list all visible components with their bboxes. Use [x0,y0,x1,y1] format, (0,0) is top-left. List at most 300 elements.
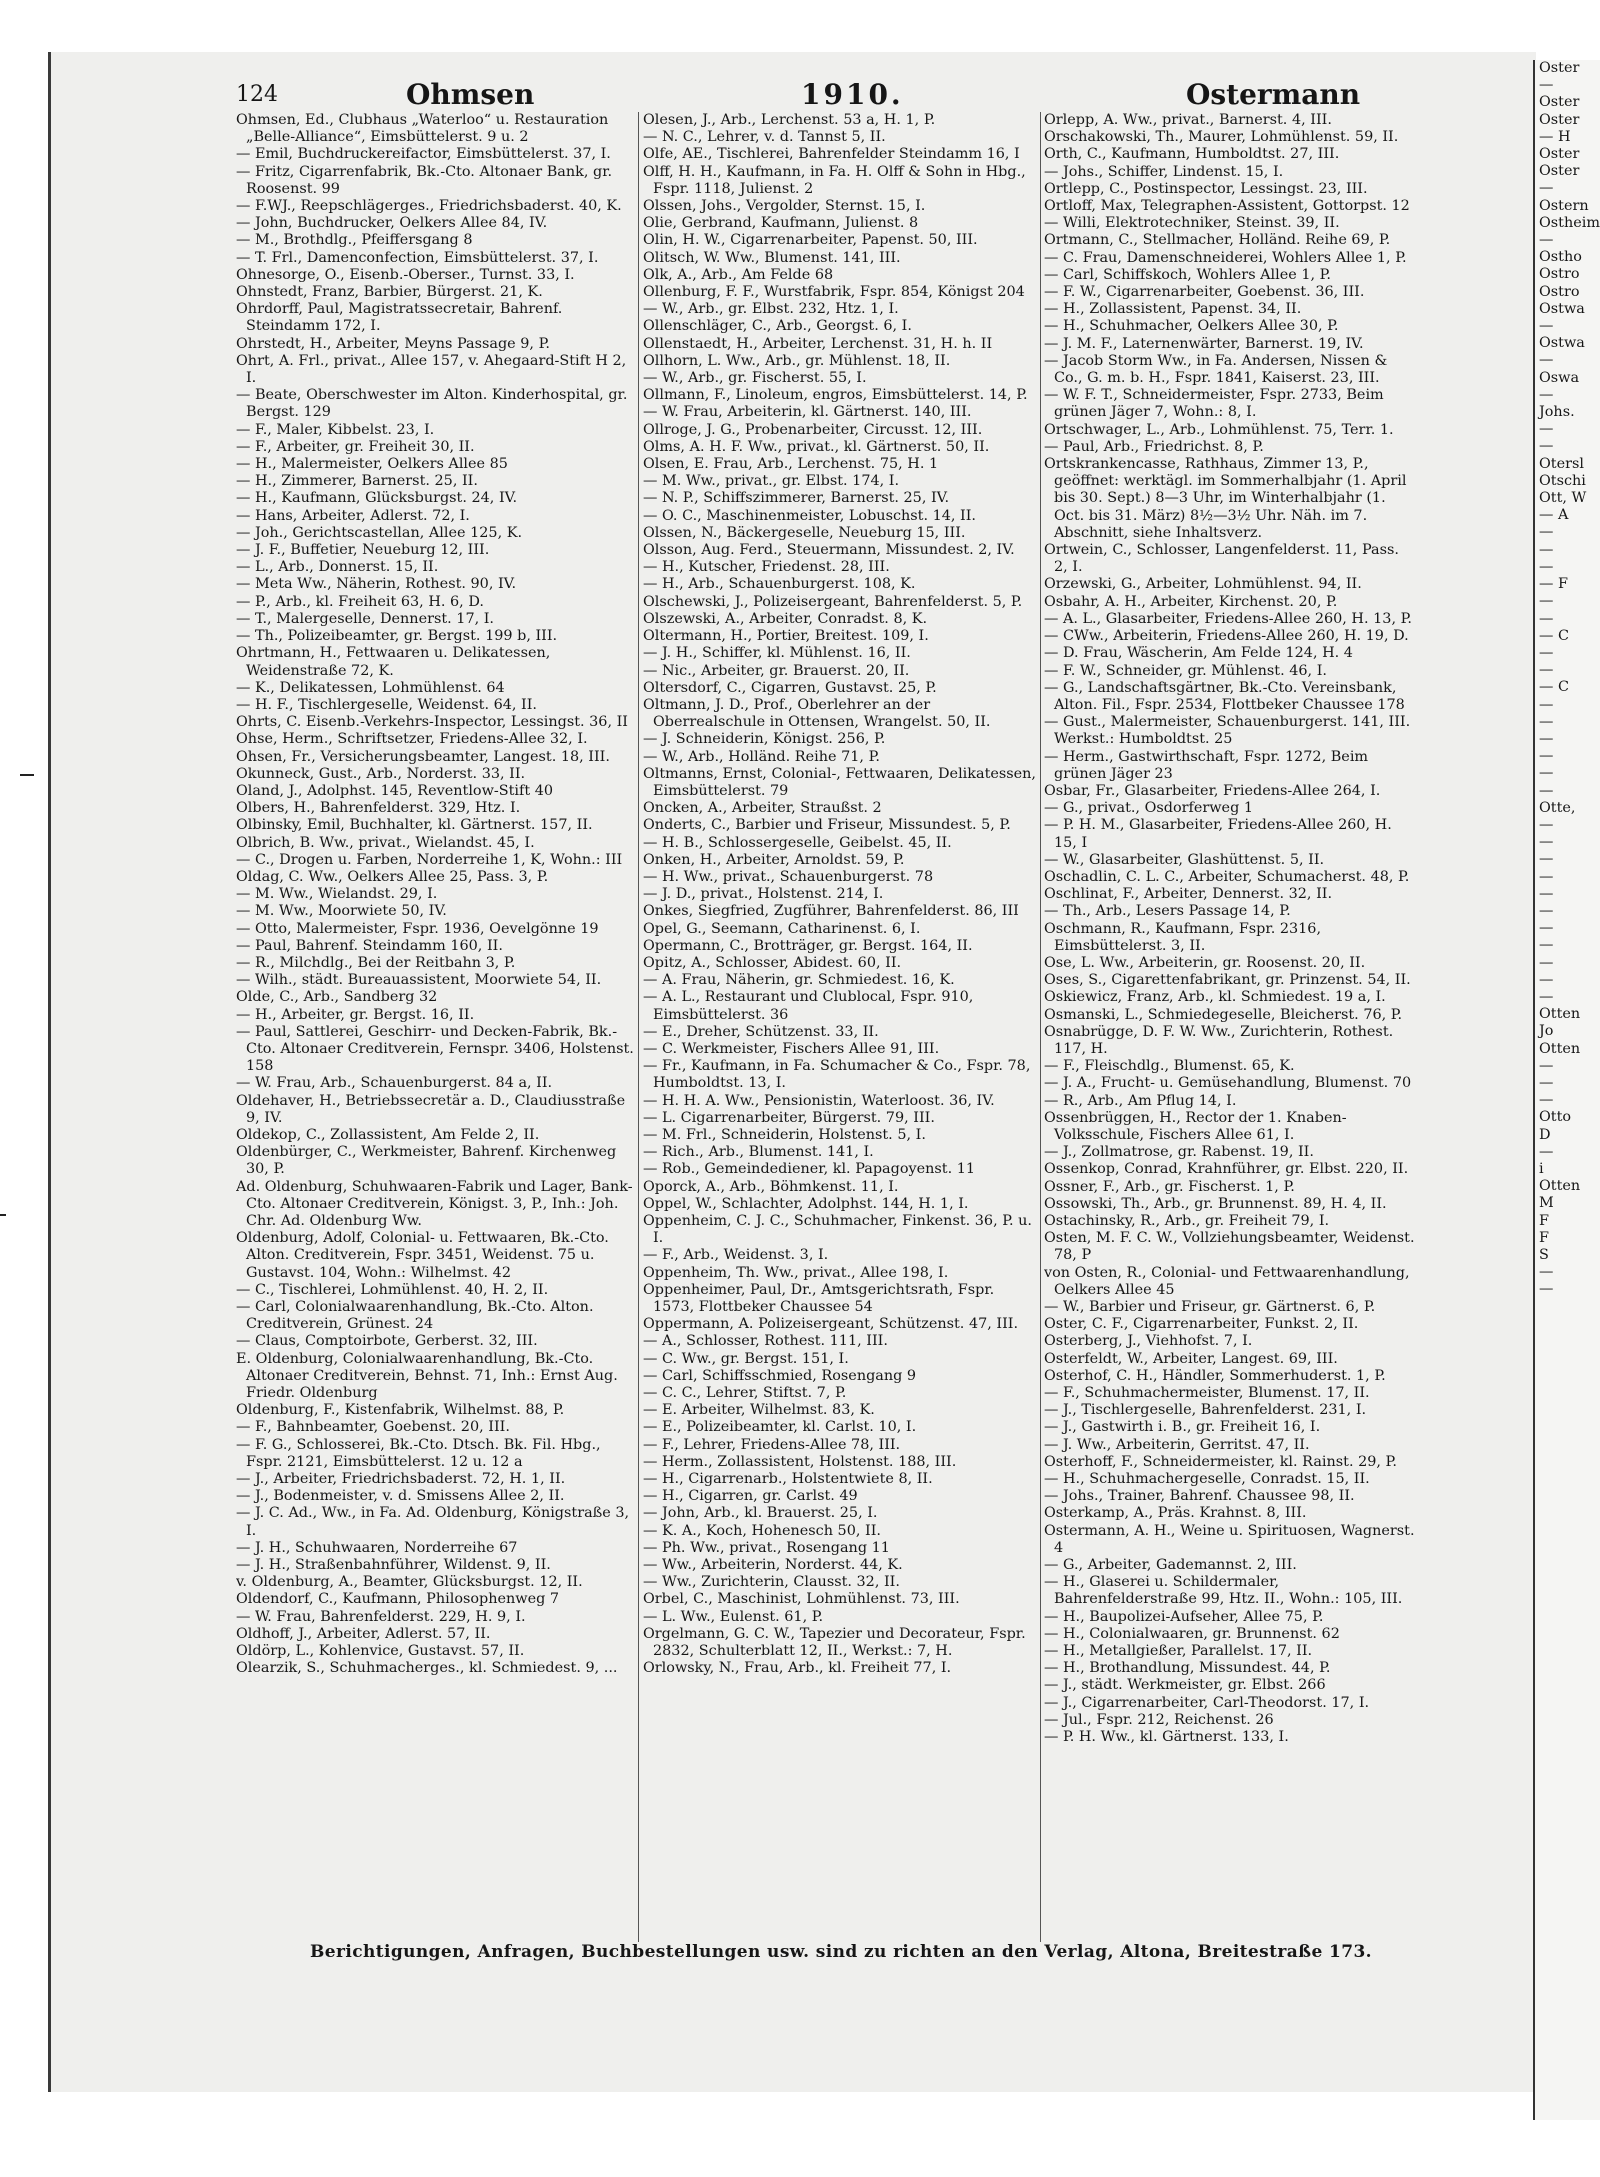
directory-entry: Oporck, A., Arb., Böhmkenst. 11, I. [643,1178,899,1195]
header-year: 1910. [801,78,904,111]
directory-entry: Olssen, Johs., Vergolder, Sternst. 15, I. [643,198,926,215]
adjacent-page-fragment: — [1539,438,1554,455]
directory-entry: Ossowski, Th., Arb., gr. Brunnenst. 89, H. 4, II. [1044,1195,1387,1212]
directory-entry: — Carl, Schiffsschmied, Rosengang 9 [643,1367,917,1384]
directory-entry: Orzewski, G., Arbeiter, Lohmühlenst. 94, II. [1044,576,1362,593]
directory-entry: — G., privat., Osdorferweg 1 [1044,800,1254,817]
adjacent-page-fragment: Ostho [1539,249,1582,266]
directory-entry: Olearzik, S., Schuhmacherges., kl. Schmiedest. 9, ... [236,1660,618,1677]
directory-entry: — P. H. M., Glasarbeiter, Friedens-Allee 260, H. 15, I [1044,817,1392,851]
directory-entry: Ostermann, A. H., Weine u. Spirituosen, Wagnerst. 4 [1044,1522,1415,1556]
directory-entry: Oschmann, R., Kaufmann, Fspr. 2316, Eimsbüttelerst. 3, II. [1044,920,1322,954]
directory-entry: Onken, H., Arbeiter, Arnoldst. 59, P. [643,851,905,868]
adjacent-page-fragment: Ostro [1539,283,1580,300]
directory-entry: — CWw., Arbeiterin, Friedens-Allee 260, H. 19, D. [1044,628,1409,645]
adjacent-page-fragment: — [1539,868,1554,885]
directory-entry: — F., Lehrer, Friedens-Allee 78, III. [643,1436,901,1453]
directory-entry: — H., Kaufmann, Glücksburgst. 24, IV. [236,490,518,507]
adjacent-page-fragment: — C [1539,679,1569,696]
adjacent-page-fragment: F [1539,1212,1549,1229]
adjacent-page-fragment: — H [1539,128,1571,145]
directory-entry: — H., Zollassistent, Papenst. 34, II. [1044,301,1302,318]
directory-entry: — Hans, Arbeiter, Adlerst. 72, I. [236,507,470,524]
directory-entry: — Otto, Malermeister, Fspr. 1936, Oevelgönne 19 [236,920,599,937]
directory-entry: — F. W., Cigarrenarbeiter, Goebenst. 36, III. [1044,284,1365,301]
directory-entry: — M. Ww., privat., gr. Elbst. 174, I. [643,473,900,490]
directory-entry: — H., Kutscher, Friedenst. 28, III. [643,559,890,576]
directory-entry: — G., Arbeiter, Gademannst. 2, III. [1044,1557,1297,1574]
directory-entry: — R., Arb., Am Pflug 14, I. [1044,1092,1237,1109]
directory-entry: Okunneck, Gust., Arb., Norderst. 33, II. [236,765,526,782]
directory-entry: Ohse, Herm., Schriftsetzer, Friedens-Allee 32, I. [236,731,588,748]
directory-entry: von Osten, R., Colonial- und Fettwaarenhandlung, Oelkers Allee 45 [1044,1264,1410,1298]
adjacent-page-fragment: Jo [1539,1023,1554,1040]
directory-entry: — F. W., Schneider, gr. Mühlenst. 46, I. [1044,662,1327,679]
directory-entry: v. Oldenburg, A., Beamter, Glücksburgst. 12, II. [236,1574,583,1591]
directory-entry: Ollroge, J. G., Probenarbeiter, Circusst. 12, III. [643,421,983,438]
directory-entry: Olfe, AE., Tischlerei, Bahrenfelder Steindamm 16, I [643,146,1020,163]
column-divider [638,112,639,1942]
directory-entry: — M. Ww., Wielandst. 29, I. [236,886,438,903]
adjacent-page-fragment: Oswa [1539,369,1580,386]
adjacent-page-fragment: — [1539,730,1554,747]
adjacent-page-fragment: — [1539,765,1554,782]
directory-entry: — H., Schuhmacher, Oelkers Allee 30, P. [1044,318,1339,335]
directory-entry: Ohnesorge, O., Eisenb.-Oberser., Turnst. 33, I. [236,266,575,283]
directory-entry: — N. P., Schiffszimmerer, Barnerst. 25, IV. [643,490,950,507]
page-header [236,78,1361,116]
adjacent-page-fragment: — [1539,920,1554,937]
directory-entry: Olesen, J., Arb., Lerchenst. 53 a, H. 1, P. [643,112,936,128]
directory-entry: Ortlepp, C., Postinspector, Lessingst. 23, III. [1044,180,1368,197]
directory-entry: Ohsen, Fr., Versicherungsbeamter, Langest. 18, III. [236,748,610,765]
directory-entry: — H., Glaserei u. Schildermaler, Bahrenfelderstraße 99, Htz. II., Wohn.: 105, III. [1044,1574,1403,1608]
directory-entry: Orlowsky, N., Frau, Arb., kl. Freiheit 77, I. [643,1660,952,1677]
directory-entry: — Willi, Elektrotechniker, Steinst. 39, II. [1044,215,1340,232]
adjacent-page-fragment: — [1539,610,1554,627]
directory-entry: Osterkamp, A., Präs. Krahnst. 8, III. [1044,1505,1307,1522]
directory-entry: — Th., Polizeibeamter, gr. Bergst. 199 b, III. [236,628,558,645]
directory-entry: — Jacob Storm Ww., in Fa. Andersen, Nissen & Co., G. m. b. H., Fspr. 1841, Kaiserst. 23, III. [1044,352,1388,387]
directory-entry: Oppenheimer, Paul, Dr., Amtsgerichtsrath, Fspr. 1573, Flottbeker Chaussee 54 [643,1281,995,1316]
directory-entry: Oldhoff, J., Arbeiter, Adlerst. 57, II. [236,1625,491,1642]
directory-entry: Osbahr, A. H., Arbeiter, Kirchenst. 20, P. [1044,593,1338,610]
directory-entry: — M., Brothdlg., Pfeiffersgang 8 [236,232,473,249]
directory-entry: — K. A., Koch, Hohenesch 50, II. [643,1522,881,1539]
directory-entry: — M. Frl., Schneiderin, Holstenst. 5, I. [643,1126,926,1143]
directory-entry: — W. Frau, Arb., Schauenburgerst. 84 a, II. [236,1075,553,1092]
adjacent-page-fragment: Otten [1539,1178,1581,1195]
directory-entry: Osnabrügge, D. F. W. Ww., Zurichterin, Rothest. 117, H. [1044,1023,1394,1057]
directory-entry: — E., Dreher, Schützenst. 33, II. [643,1023,879,1040]
directory-entry: Ollhorn, L. Ww., Arb., gr. Mühlenst. 18, II. [643,352,951,369]
directory-entry: Osterhoff, F., Schneidermeister, kl. Rainst. 29, P. [1044,1453,1397,1470]
directory-entry: — M. Ww., Moorwiete 50, IV. [236,903,447,920]
adjacent-page-fragment: Johs. [1539,404,1575,421]
directory-entry: — J., Gastwirth i. B., gr. Freiheit 16, I. [1044,1419,1321,1436]
directory-entry: Olin, H. W., Cigarrenarbeiter, Papenst. 50, III. [643,232,978,249]
directory-entry: Ortwein, C., Schlosser, Langenfelderst. 11, Pass. 2, I. [1044,542,1399,576]
directory-column-2 [643,112,1038,1942]
directory-entry: Ad. Oldenburg, Schuhwaaren-Fabrik und Lager, Bank-Cto. Altonaer Creditverein, Königst. 3, P., Inh.: Joh. Chr. Ad. Oldenburg Ww. [236,1178,633,1229]
directory-entry: — T., Malergeselle, Dennerst. 17, I. [236,610,495,627]
directory-entry: — A. Frau, Näherin, gr. Schmiedest. 16, K. [643,972,955,989]
directory-entry: Osten, M. F. C. W., Vollziehungsbeamter, Weidenst. 78, P [1044,1230,1415,1264]
adjacent-page-fragment: — [1539,558,1554,575]
adjacent-page-fragment: — [1539,232,1554,249]
directory-entry: Ohrt, A. Frl., privat., Allee 157, v. Ahegaard-Stift H 2, I. [236,352,627,387]
directory-entry: — J., städt. Werkmeister, gr. Elbst. 266 [1044,1677,1326,1694]
directory-entry: — K., Delikatessen, Lohmühlenst. 64 [236,679,505,696]
adjacent-page-fragment: Ostern [1539,197,1589,214]
directory-entry: Oldekop, C., Zollassistent, Am Felde 2, II. [236,1126,540,1143]
directory-entry: Oldehaver, H., Betriebssecretär a. D., Claudiusstraße 9, IV. [236,1092,626,1126]
adjacent-page-fragment: — [1539,644,1554,661]
directory-entry: — Joh., Gerichtscastellan, Allee 125, K. [236,524,523,541]
adjacent-page-fragment: — [1539,318,1554,335]
adjacent-page-fragment: i [1539,1161,1544,1177]
directory-entry: Oldenburg, Adolf, Colonial- u. Fettwaaren, Bk.-Cto. Alton. Creditverein, Fspr. 3451, Weidenst. 75 u. Gustavst. 104, Wohn.: Wilhelmst. 42 [236,1230,609,1281]
directory-entry: — J. M. F., Laternenwärter, Barnerst. 19, IV. [1044,335,1364,352]
directory-entry: Ostachinsky, R., Arb., gr. Freiheit 79, I. [1044,1213,1330,1229]
directory-entry: Olms, A. H. F. Ww., privat., kl. Gärtnerst. 50, II. [643,438,990,455]
directory-entry: Oltermann, H., Portier, Breitest. 109, I. [643,628,929,645]
directory-entry: — F., Arbeiter, gr. Freiheit 30, II. [236,438,475,455]
directory-entry: Oppenheim, C. J. C., Schuhmacher, Finkenst. 36, P. u. I. [643,1213,1032,1247]
directory-entry: — H. Ww., privat., Schauenburgerst. 78 [643,868,934,885]
adjacent-page-fragment: — [1539,1092,1554,1109]
directory-entry: — F., Schuhmachermeister, Blumenst. 17, II. [1044,1385,1370,1402]
directory-entry: — E. Arbeiter, Wilhelmst. 83, K. [643,1402,875,1419]
directory-entry: — Gust., Malermeister, Schauenburgerst. 141, III. Werkst.: Humboldtst. 25 [1044,714,1411,748]
directory-entry: — J. Schneiderin, Königst. 256, P. [643,731,886,748]
directory-entry: Oschadlin, C. L. C., Arbeiter, Schumacherst. 48, P. [1044,868,1410,885]
directory-entry: — J., Bodenmeister, v. d. Smissens Allee 2, II. [236,1488,565,1505]
directory-entry: — F. G., Schlosserei, Bk.-Cto. Dtsch. Bk. Fil. Hbg., Fspr. 2121, Eimsbüttelerst. 12 u. 12 a [236,1436,601,1470]
adjacent-page-fragment: Ott, W [1539,490,1587,507]
directory-entry: Olsson, Aug. Ferd., Steuermann, Missundest. 2, IV. [643,542,1015,559]
directory-entry: — John, Arb., kl. Brauerst. 25, I. [643,1505,878,1522]
directory-entry: — R., Milchdlg., Bei der Reitbahn 3, P. [236,954,516,971]
directory-entry: Oncken, A., Arbeiter, Straußst. 2 [643,800,882,817]
directory-entry: — H., Colonialwaaren, gr. Brunnenst. 62 [1044,1625,1340,1642]
directory-entry: Onderts, C., Barbier und Friseur, Missundest. 5, P. [643,817,1011,834]
adjacent-page-fragment: Oster [1539,146,1580,163]
directory-entry: — W., Barbier und Friseur, gr. Gärtnerst. 6, P. [1044,1299,1376,1316]
directory-entry: Oschlinat, F., Arbeiter, Dennerst. 32, II. [1044,886,1333,903]
margin-mark [20,774,34,776]
adjacent-page-fragment: Ostheim [1539,214,1600,231]
directory-entry: — Meta Ww., Näherin, Rothest. 90, IV. [236,576,517,593]
directory-entry: Oskiewicz, Franz, Arb., kl. Schmiedest. 19 a, I. [1044,989,1386,1006]
directory-entry: — Th., Arb., Lesers Passage 14, P. [1044,903,1291,920]
directory-entry: — Johs., Schiffer, Lindenst. 15, I. [1044,163,1284,180]
directory-entry: Oldenburg, F., Kistenfabrik, Wilhelmst. 88, P. [236,1402,565,1419]
left-margin [0,0,48,2177]
directory-entry: Olbinsky, Emil, Buchhalter, kl. Gärtnerst. 157, II. [236,817,593,834]
adjacent-page-fragment: Otten [1539,1006,1581,1023]
directory-entry: Ortskrankencasse, Rathhaus, Zimmer 13, P., geöffnet: werktägl. im Sommerhalbjahr (1. April bis 30. Sept.) 8—3 Uhr, im Winterhalbjahr (1. Oct. bis 31. März) 8½—3½ Uhr. Näh. im 7. Abschnitt, siehe Inhaltsverz. [1044,456,1407,541]
directory-entry: — Ww., Zurichterin, Clausst. 32, II. [643,1574,900,1591]
adjacent-page-fragment: — [1539,748,1554,765]
directory-entry: Oldag, C. Ww., Oelkers Allee 25, Pass. 3, P. [236,868,549,885]
adjacent-page-fragment: — [1539,1264,1554,1281]
directory-entry: — W., Glasarbeiter, Glashüttenst. 5, II. [1044,851,1325,868]
directory-entry: — Claus, Comptoirbote, Gerberst. 32, III. [236,1333,538,1350]
adjacent-page-fragment: — [1539,1281,1554,1298]
directory-entry: — Emil, Buchdruckereifactor, Eimsbüttelerst. 37, I. [236,146,611,163]
directory-entry: Oltersdorf, C., Cigarren, Gustavst. 25, P. [643,679,937,696]
margin-mark [0,1214,6,1216]
directory-entry: — F.WJ., Reepschlägerges., Friedrichsbaderst. 40, K. [236,198,622,215]
adjacent-page-fragment: — [1539,421,1554,438]
directory-entry: — C., Drogen u. Farben, Norderreihe 1, K, Wohn.: III [236,851,623,868]
adjacent-page-fragment: — [1539,386,1554,403]
directory-entry: Ose, L. Ww., Arbeiterin, gr. Roosenst. 20, II. [1044,954,1366,971]
directory-entry: Olitsch, W. Ww., Blumenst. 141, III. [643,249,901,266]
directory-entry: — J. H., Schiffer, kl. Mühlenst. 16, II. [643,645,911,662]
directory-entry: Ollmann, F., Linoleum, engros, Eimsbüttelerst. 14, P. [643,387,1028,404]
directory-entry: — D. Frau, Wäscherin, Am Felde 124, H. 4 [1044,645,1353,662]
directory-entry: Oldörp, L., Kohlenvice, Gustavst. 57, II. [236,1643,525,1660]
directory-entry: — A. L., Glasarbeiter, Friedens-Allee 260, H. 13, P. [1044,610,1412,627]
adjacent-page-fragment: S [1539,1247,1549,1264]
directory-entry: — H., Arb., Schauenburgerst. 108, K. [643,576,916,593]
directory-entry: Osbar, Fr., Glasarbeiter, Friedens-Allee 264, I. [1044,782,1381,799]
directory-entry: Olbers, H., Bahrenfelderst. 329, Htz. I. [236,800,521,817]
adjacent-page-fragment: — [1539,593,1554,610]
directory-entry: — W. Frau, Bahrenfelderst. 229, H. 9, I. [236,1608,526,1625]
directory-entry: Opitz, A., Schlosser, Abidest. 60, II. [643,954,902,971]
directory-entry: — Carl, Colonialwaarenhandlung, Bk.-Cto. Alton. Creditverein, Grünest. 24 [236,1299,594,1333]
directory-entry: Ortloff, Max, Telegraphen-Assistent, Gottorpst. 12 [1044,198,1410,215]
directory-entry: Olsen, E. Frau, Arb., Lerchenst. 75, H. 1 [643,456,939,473]
directory-entry: Oppermann, A. Polizeisergeant, Schützenst. 47, III. [643,1316,1019,1333]
directory-entry: Ollenschläger, C., Arb., Georgst. 6, I. [643,318,912,335]
directory-entry: — J., Tischlergeselle, Bahrenfelderst. 231, I. [1044,1402,1367,1419]
adjacent-page-fragment: Ostwa [1539,300,1585,317]
adjacent-page-fragment: D [1539,1126,1551,1143]
directory-entry: — Rob., Gemeindediener, kl. Papagoyenst. 11 [643,1161,976,1178]
directory-entry: — H. B., Schlossergeselle, Geibelst. 45, II. [643,834,952,851]
directory-entry: — O. C., Maschinenmeister, Lobuschst. 14, II. [643,507,976,524]
adjacent-page-fragment: — [1539,816,1554,833]
directory-entry: — H., Baupolizei-Aufseher, Allee 75, P. [1044,1608,1324,1625]
directory-entry: Orschakowski, Th., Maurer, Lohmühlenst. 59, II. [1044,129,1399,146]
directory-entry: — C., Tischlerei, Lohmühlenst. 40, H. 2, II. [236,1281,549,1298]
directory-entry: — J. H., Straßenbahnführer, Wildenst. 9, II. [236,1557,551,1574]
directory-entry: — W. Frau, Arbeiterin, kl. Gärtnerst. 140, III. [643,404,972,421]
adjacent-page-fragment: — [1539,1057,1554,1074]
adjacent-page-fragment: — [1539,782,1554,799]
directory-entry: — J. F., Buffetier, Neueburg 12, III. [236,542,490,559]
directory-entry: Orbel, C., Maschinist, Lohmühlenst. 73, III. [643,1591,960,1608]
directory-entry: Oldenbürger, C., Werkmeister, Bahrenf. Kirchenweg 30, P. [236,1144,617,1178]
adjacent-page-fragment: — [1539,954,1554,971]
directory-entry: — P., Arb., kl. Freiheit 63, H. 6, D. [236,593,484,610]
directory-entry: Oland, J., Adolphst. 145, Reventlow-Stift 40 [236,782,554,799]
directory-entry: — W., Arb., gr. Fischerst. 55, I. [643,370,867,387]
directory-entry: — F., Bahnbeamter, Goebenst. 20, III. [236,1419,510,1436]
directory-entry: — C. C., Lehrer, Stiftst. 7, P. [643,1385,847,1402]
directory-entry: Ollenburg, F. F., Wurstfabrik, Fspr. 854, Königst 204 [643,284,1025,301]
directory-entry: — C. Frau, Damenschneiderei, Wohlers Allee 1, P. [1044,249,1407,266]
directory-entry: — Paul, Bahrenf. Steindamm 160, II. [236,937,503,954]
directory-entry: — Wilh., städt. Bureauassistent, Moorwiete 54, II. [236,972,602,989]
directory-column-3 [1044,112,1416,1942]
adjacent-page-fragment: — [1539,937,1554,954]
directory-entry: — F., Arb., Weidenst. 3, I. [643,1247,829,1264]
directory-entry: — H., Zimmerer, Barnerst. 25, II. [236,473,478,490]
directory-entry: Ohmsen, Ed., Clubhaus „Waterloo“ u. Restauration „Belle-Alliance“, Eimsbüttelerst. 9 u. 2 [236,112,609,146]
directory-entry: Orgelmann, G. C. W., Tapezier und Decorateur, Fspr. 2832, Schulterblatt 12, II., Werkst.: 7, H. [643,1625,1026,1660]
directory-entry: — H. H. A. Ww., Pensionistin, Waterloost. 36, IV. [643,1092,995,1109]
directory-entry: — J., Zollmatrose, gr. Rabenst. 19, II. [1044,1144,1314,1161]
adjacent-page-fragment: — [1539,988,1554,1005]
directory-entry: Olbrich, B. Ww., privat., Wielandst. 45, I. [236,834,535,851]
adjacent-page-fragment: — [1539,885,1554,902]
directory-entry: — Paul, Arb., Friedrichst. 8, P. [1044,438,1264,455]
directory-entry: Ossenbrüggen, H., Rector der 1. Knaben-Volksschule, Fischers Allee 61, I. [1044,1109,1347,1143]
directory-entry: — E., Polizeibeamter, kl. Carlst. 10, I. [643,1419,917,1436]
directory-entry: Osterberg, J., Viehhofst. 7, I. [1044,1333,1253,1350]
directory-entry: — J. D., privat., Holstenst. 214, I. [643,886,884,903]
adjacent-page-strip [1533,60,1600,2120]
directory-entry: Opel, G., Seemann, Catharinenst. 6, I. [643,920,921,937]
directory-entry: — John, Buchdrucker, Oelkers Allee 84, IV. [236,215,548,232]
directory-entry: Ohrdorff, Paul, Magistratssecretair, Bahrenf. Steindamm 172, I. [236,301,563,335]
adjacent-page-fragment: Ostwa [1539,335,1585,352]
adjacent-page-fragment: — [1539,352,1554,369]
adjacent-page-fragment: — [1539,902,1554,919]
adjacent-page-fragment: — [1539,696,1554,713]
adjacent-page-fragment: Otersl [1539,455,1584,472]
directory-entry: — W., Arb., Holländ. Reihe 71, P. [643,748,880,765]
directory-entry: — W. F. T., Schneidermeister, Fspr. 2733, Beim grünen Jäger 7, Wohn.: 8, I. [1044,387,1384,421]
adjacent-page-fragment: — [1539,851,1554,868]
directory-entry: — H., Cigarren, gr. Carlst. 49 [643,1488,858,1505]
adjacent-page-fragment: Oster [1539,94,1580,111]
directory-entry: — P. H. Ww., kl. Gärtnerst. 133, I. [1044,1729,1289,1746]
directory-entry: — H., Schuhmachergeselle, Conradst. 15, II. [1044,1471,1370,1488]
adjacent-page-fragment: — [1539,1074,1554,1091]
directory-entry: — J., Arbeiter, Friedrichsbaderst. 72, H. 1, II. [236,1471,566,1488]
directory-entry: — F., Maler, Kibbelst. 23, I. [236,421,435,438]
adjacent-page-fragment: — [1539,834,1554,851]
directory-entry: Onkes, Siegfried, Zugführer, Bahrenfelderst. 86, III [643,903,1019,920]
directory-column-1 [236,112,634,1942]
directory-entry: Ollenstaedt, H., Arbeiter, Lerchenst. 31, H. h. II [643,335,993,352]
directory-entry: — L. Cigarrenarbeiter, Bürgerst. 79, III. [643,1109,935,1126]
directory-entry: Oppenheim, Th. Ww., privat., Allee 198, I. [643,1264,949,1281]
page-footer-notice: Berichtigungen, Anfragen, Buchbestellungen usw. sind zu richten an den Verlag, Altona, Breitestraße 173. [310,1942,1372,1962]
directory-entry: Ohrstedt, H., Arbeiter, Meyns Passage 9, P. [236,335,550,352]
directory-entry: Olschewski, J., Polizeisergeant, Bahrenfelderst. 5, P. [643,593,1023,610]
directory-entry: — J. A., Frucht- u. Gemüsehandlung, Blumenst. 70 [1044,1075,1412,1092]
directory-entry: Olssen, N., Bäckergeselle, Neueburg 15, III. [643,524,966,541]
directory-entry: Oppel, W., Schlachter, Adolphst. 144, H. 1, I. [643,1195,969,1212]
directory-entry: — Jul., Fspr. 212, Reichenst. 26 [1044,1711,1274,1728]
directory-entry: Osterfeldt, W., Arbeiter, Langest. 69, III. [1044,1350,1338,1367]
directory-entry: — Carl, Schiffskoch, Wohlers Allee 1, P. [1044,266,1331,283]
directory-entry: — Paul, Sattlerei, Geschirr- und Decken-Fabrik, Bk.-Cto. Altonaer Creditverein, Fernspr. 3406, Holstenst. 158 [236,1023,634,1075]
adjacent-page-fragment: — F [1539,576,1568,593]
directory-entry: — Fr., Kaufmann, in Fa. Schumacher & Co., Fspr. 78, Humboldtst. 13, I. [643,1058,1031,1092]
directory-entry: — H. F., Tischlergeselle, Weidenst. 64, II. [236,696,537,713]
adjacent-page-fragment: — [1539,713,1554,730]
adjacent-page-fragment: Otte, [1539,799,1576,816]
directory-entry: — H., Cigarrenarb., Holstentwiete 8, II. [643,1471,933,1488]
directory-entry: Opermann, C., Brotträger, gr. Bergst. 164, II. [643,937,973,954]
directory-entry: Ossenkop, Conrad, Krahnführer, gr. Elbst. 220, II. [1044,1161,1409,1178]
adjacent-page-fragment: Otschi [1539,472,1586,489]
adjacent-page-fragment: F [1539,1229,1549,1246]
directory-entry: — A. L., Restaurant und Clublocal, Fspr. 910, Eimsbüttelerst. 36 [643,989,974,1023]
directory-entry: Ossner, F., Arb., gr. Fischerst. 1, P. [1044,1178,1295,1195]
directory-entry: — H., Metallgießer, Parallelst. 17, II. [1044,1643,1313,1660]
directory-entry: — J., Cigarrenarbeiter, Carl-Theodorst. 17, I. [1044,1694,1370,1711]
directory-entry: Ortschwager, L., Arb., Lohmühlenst. 75, Terr. 1. [1044,421,1394,438]
directory-entry: — J. C. Ad., Ww., in Fa. Ad. Oldenburg, Königstraße 3, I. [236,1505,630,1539]
directory-entry: Olff, H. H., Kaufmann, in Fa. H. Olff & Sohn in Hbg., Fspr. 1118, Julienst. 2 [643,163,1026,197]
directory-entry: Ohrtmann, H., Fettwaaren u. Delikatessen, Weidenstraße 72, K. [236,645,551,679]
directory-entry: E. Oldenburg, Colonialwaarenhandlung, Bk.-Cto. Altonaer Creditverein, Behnst. 71, Inh.: Ernst Aug. Friedr. Oldenburg [236,1350,618,1402]
directory-entry: — A., Schlosser, Rothest. 111, III. [643,1333,888,1350]
adjacent-page-fragment: — [1539,541,1554,558]
adjacent-page-fragment: Oster [1539,60,1580,76]
page-number: 124 [236,82,278,107]
directory-entry: — Johs., Trainer, Bahrenf. Chaussee 98, II. [1044,1488,1355,1505]
directory-entry: Osmanski, L., Schmiedegeselle, Bleicherst. 76, P. [1044,1006,1403,1023]
adjacent-page-fragment: — [1539,524,1554,541]
directory-entry: — T. Frl., Damenconfection, Eimsbüttelerst. 37, I. [236,249,599,266]
adjacent-page-fragment: Ostro [1539,266,1580,283]
directory-entry: Oltmann, J. D., Prof., Oberlehrer an der Oberrealschule in Ottensen, Wrangelst. 50, II. [643,696,991,731]
directory-entry: Oltmanns, Ernst, Colonial-, Fettwaaren, Delikatessen, Eimsbüttelerst. 79 [643,765,1037,799]
directory-entry: Osterhof, C. H., Händler, Sommerhuderst. 1, P. [1044,1367,1386,1384]
adjacent-page-fragment: — C [1539,627,1569,644]
directory-entry: Orth, C., Kaufmann, Humboldtst. 27, III. [1044,146,1340,163]
directory-entry: — F., Fleischdlg., Blumenst. 65, K. [1044,1058,1295,1075]
directory-entry: Olszewski, A., Arbeiter, Conradst. 8, K. [643,610,928,627]
directory-entry: Olk, A., Arb., Am Felde 68 [643,266,834,283]
directory-entry: Oses, S., Cigarettenfabrikant, gr. Prinzenst. 54, II. [1044,972,1411,989]
directory-entry: Olde, C., Arb., Sandberg 32 [236,989,438,1006]
directory-entry: — H., Brothandlung, Missundest. 44, P. [1044,1660,1331,1677]
adjacent-page-fragment: Oster [1539,111,1580,128]
directory-entry: — L., Arb., Donnerst. 15, II. [236,559,439,576]
directory-entry: — Herm., Gastwirthschaft, Fspr. 1272, Beim grünen Jäger 23 [1044,748,1369,782]
header-left-keyword: Ohmsen [406,78,535,111]
directory-entry: — N. C., Lehrer, v. d. Tannst 5, II. [643,129,886,146]
directory-entry: — J. H., Schuhwaaren, Norderreihe 67 [236,1539,518,1556]
directory-entry: — Nic., Arbeiter, gr. Brauerst. 20, II. [643,662,910,679]
adjacent-page-fragment: Otten [1539,1040,1581,1057]
directory-entry: Orlepp, A. Ww., privat., Barnerst. 4, III. [1044,112,1332,128]
directory-entry: Oldendorf, C., Kaufmann, Philosophenweg 7 [236,1591,560,1608]
directory-entry: — Herm., Zollassistent, Holstenst. 188, III. [643,1453,957,1470]
directory-entry: — Fritz, Cigarrenfabrik, Bk.-Cto. Altonaer Bank, gr. Roosenst. 99 [236,163,613,197]
directory-entry: — W., Arb., gr. Elbst. 232, Htz. 1, I. [643,301,899,318]
directory-entry: — Ww., Arbeiterin, Norderst. 44, K. [643,1557,903,1574]
directory-entry: — Ph. Ww., privat., Rosengang 11 [643,1539,890,1556]
adjacent-page-fragment: Oster [1539,163,1580,180]
directory-entry: — J. Ww., Arbeiterin, Gerritst. 47, II. [1044,1436,1310,1453]
directory-entry: — G., Landschaftsgärtner, Bk.-Cto. Vereinsbank, Alton. Fil., Fspr. 2534, Flottbeker Chaussee 178 [1044,679,1405,713]
adjacent-page-fragment: — A [1539,507,1569,524]
directory-entry: Olie, Gerbrand, Kaufmann, Julienst. 8 [643,215,919,232]
adjacent-page-fragment: Otto [1539,1109,1572,1126]
